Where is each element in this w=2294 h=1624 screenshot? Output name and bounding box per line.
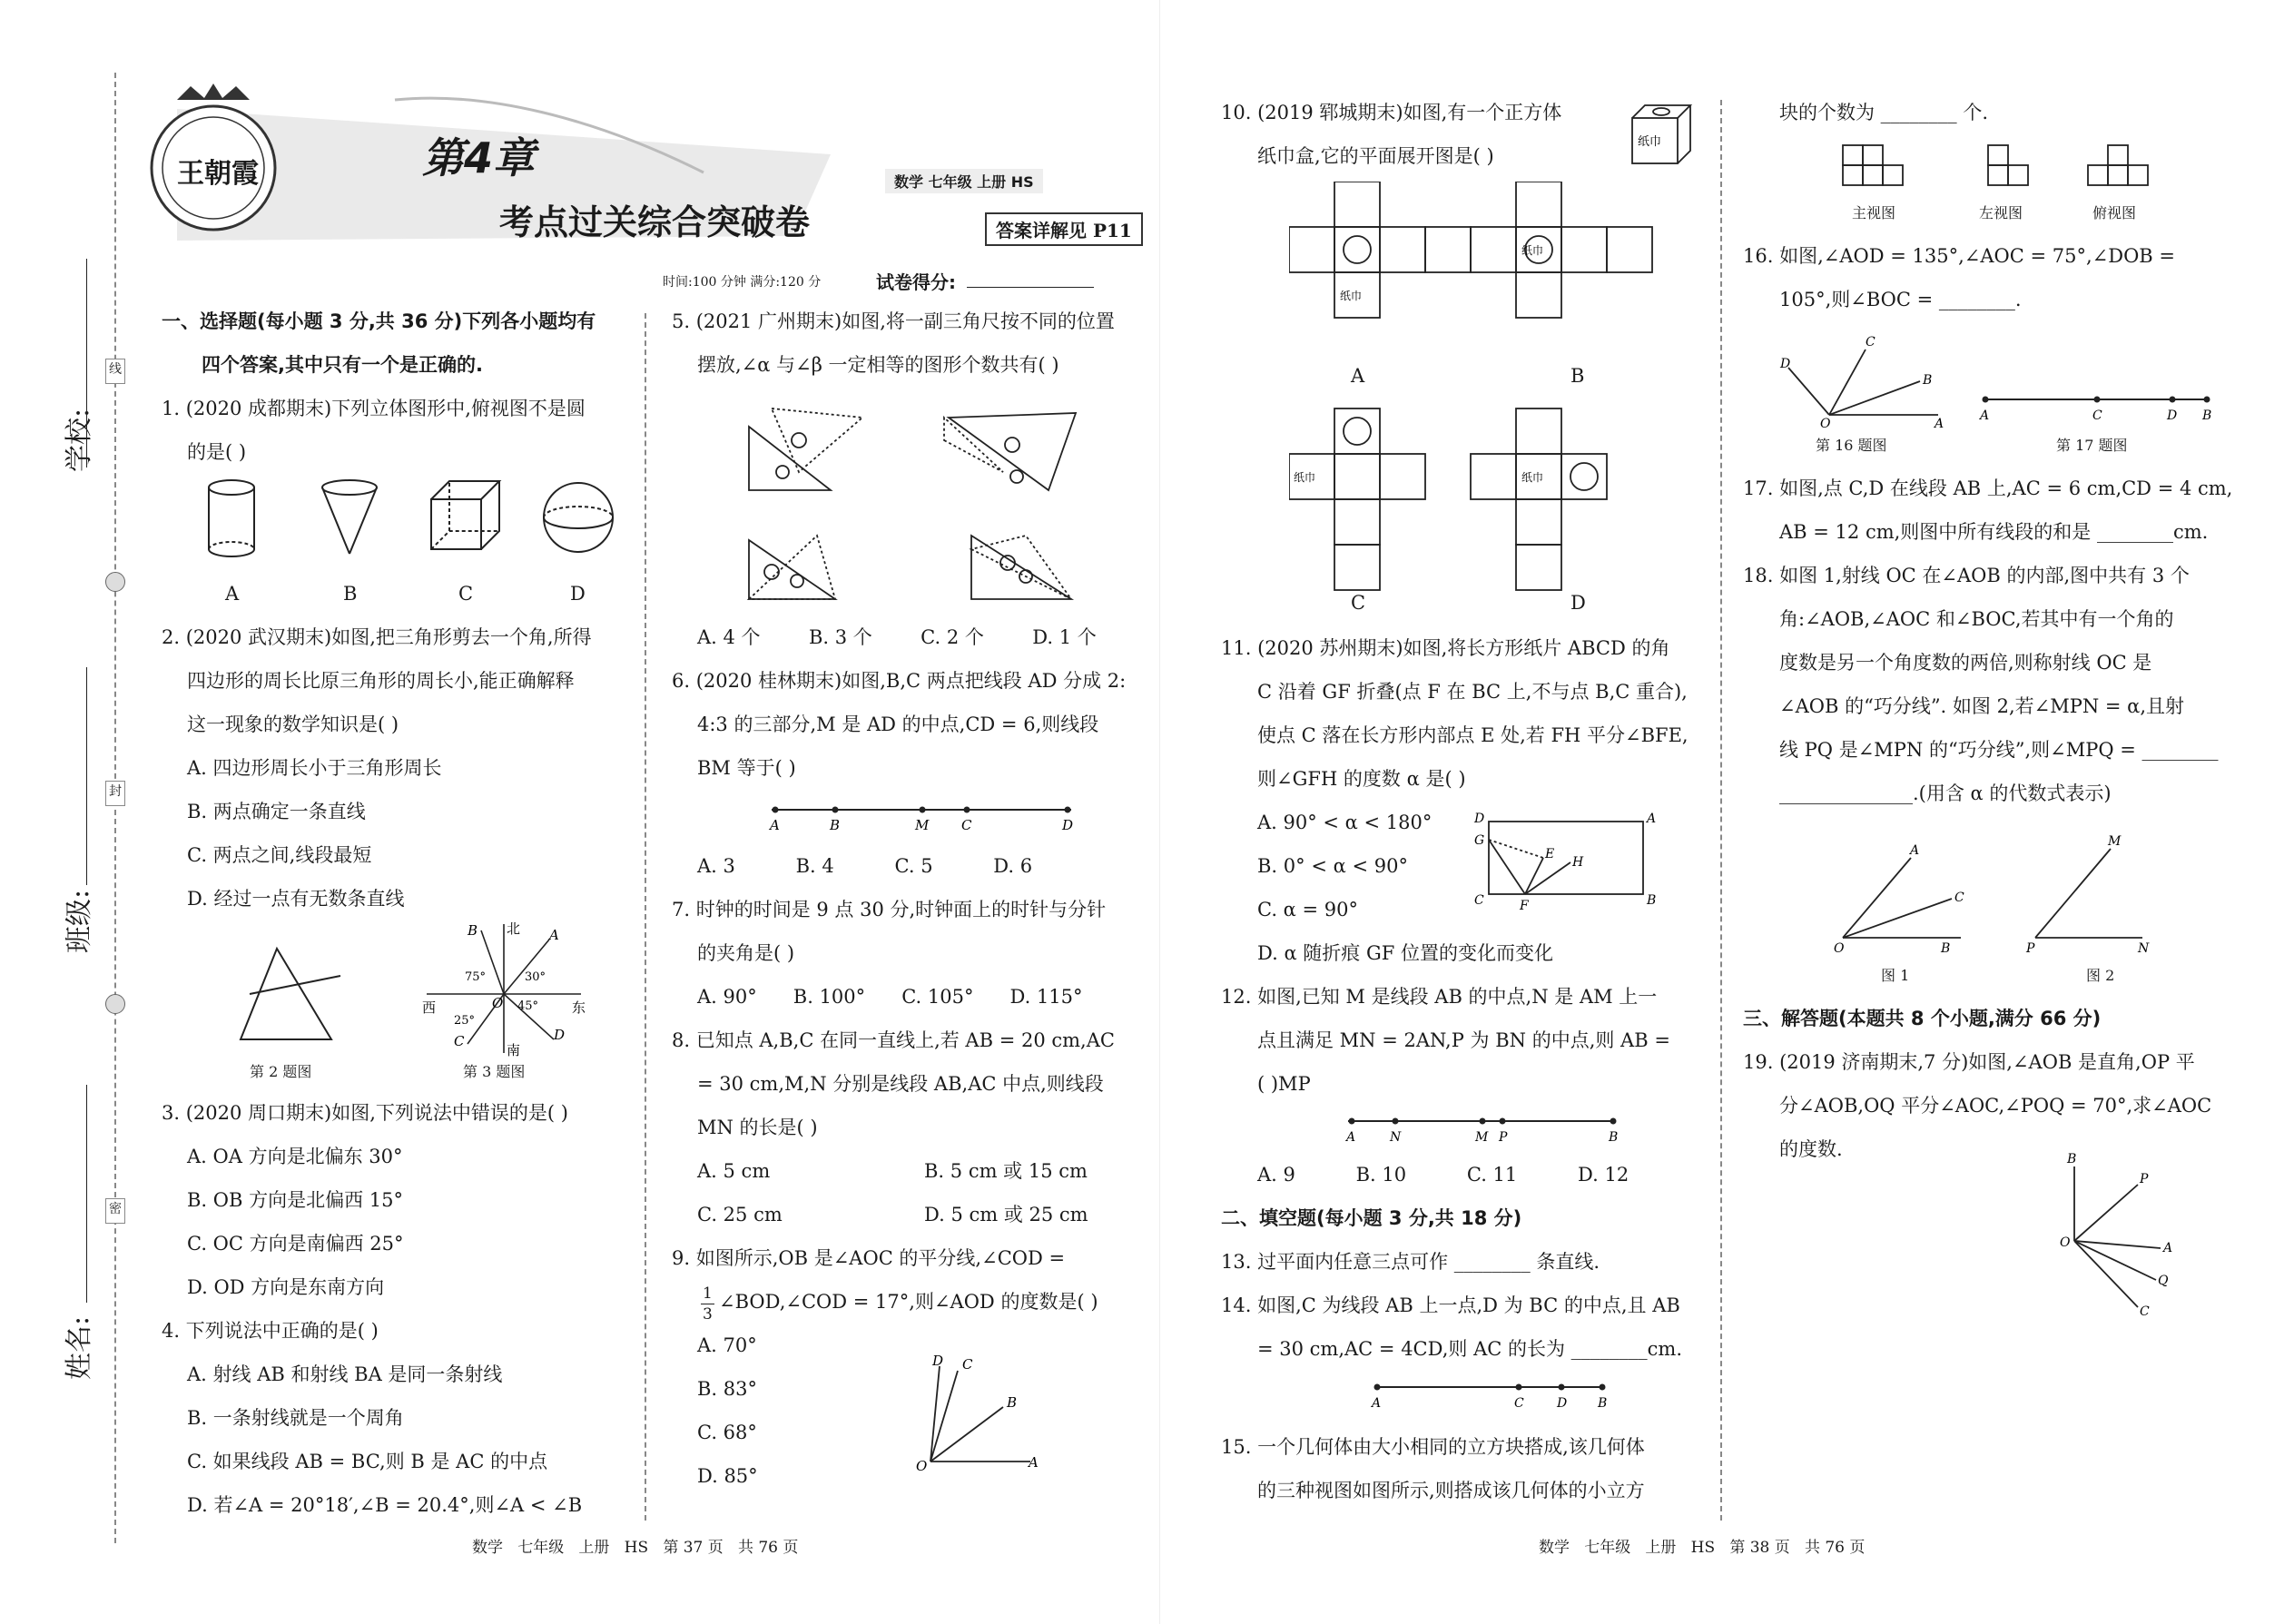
q11-point-label: D (1474, 812, 1485, 826)
q18-point-label: O (1834, 941, 1845, 956)
school-blank[interactable] (86, 259, 87, 468)
q6-point-label: A (770, 817, 780, 833)
q12-point-label: M (1475, 1130, 1489, 1145)
q5-stem: 5. (2021 广州期末)如图,将一副三角尺按不同的位置 (672, 310, 1115, 332)
q6-stem: 6. (2020 桂林期末)如图,B,C 两点把线段 AD 分成 2: (672, 670, 1127, 692)
class-blank[interactable] (86, 667, 87, 885)
q19-point-q: Q (2158, 1274, 2169, 1288)
q11-point-label: G (1474, 833, 1485, 848)
q4-option-b[interactable]: B. 一条射线就是一个周角 (187, 1407, 404, 1429)
exam-meta: 时间:100 分钟 满分:120 分 (663, 275, 822, 290)
q18-stem: 角:∠AOB,∠AOC 和∠BOC,若其中有一个角的 (1779, 608, 2174, 630)
q14-stem: 14. 如图,C 为线段 AB 上一点,D 为 BC 的中点,且 AB (1221, 1294, 1680, 1316)
q1-option-c[interactable]: C (458, 583, 474, 605)
q5-stem: 摆放,∠α 与∠β 一定相等的图形个数共有( ) (697, 354, 1059, 376)
fig3-angle-25: 25° (454, 1014, 476, 1028)
q12-stem: ( )MP (1257, 1073, 1311, 1095)
q11-point-label: B (1647, 893, 1657, 908)
q10-option-d[interactable]: D (1570, 592, 1586, 614)
header (141, 82, 1157, 300)
q11-stem: 使点 C 落在长方形内部点 E 处,若 FH 平分∠BFE, (1257, 724, 1689, 746)
q14-point-label: C (1514, 1396, 1524, 1411)
q18-point-label: C (1954, 891, 1964, 905)
answer-ref: 答案详解见 P11 (985, 212, 1143, 246)
name-label: 姓名: (64, 1315, 95, 1380)
section-2-heading: 二、填空题(每小题 3 分,共 18 分) (1221, 1207, 1522, 1229)
q1-stem: 的是( ) (187, 441, 247, 463)
binding-hole-icon (105, 572, 125, 592)
q16-point-a: A (1935, 417, 1944, 431)
q11-point-label: H (1572, 855, 1584, 870)
q3-option-d[interactable]: D. OD 方向是东南方向 (187, 1276, 385, 1298)
q16-point-o: O (1820, 417, 1831, 431)
section-3-heading: 三、解答题(本题共 8 个小题,满分 66 分) (1743, 1008, 2102, 1029)
q16-stem[interactable]: 105°,则∠BOC = ________. (1779, 289, 2022, 310)
q9-option-d[interactable]: D. 85° (697, 1465, 758, 1487)
q19-stem: 19. (2019 济南期末,7 分)如图,∠AOB 是直角,OP 平 (1743, 1051, 2195, 1073)
q15-side-view-caption: 左视图 (1979, 204, 2023, 221)
q19-stem: 的度数. (1779, 1138, 1843, 1160)
q6-stem: 4:3 的三部分,M 是 AD 的中点,CD = 6,则线段 (697, 714, 1099, 735)
name-blank[interactable] (86, 1085, 87, 1303)
q15-front-view-caption: 主视图 (1852, 204, 1896, 221)
q9-stem: 9. 如图所示,OB 是∠AOC 的平分线,∠COD = (672, 1247, 1066, 1269)
q10-tissue-box-figure (1625, 98, 1698, 171)
q18-stem: 18. 如图 1,射线 OC 在∠AOB 的内部,图中共有 3 个 (1743, 565, 2190, 586)
q12-options[interactable]: A. 9 B. 10 C. 11 D. 12 (1257, 1164, 1629, 1186)
q3-option-c[interactable]: C. OC 方向是南偏西 25° (187, 1233, 404, 1255)
subject-tag: 数学 七年级 上册 HS (885, 169, 1043, 193)
q9-point-a: A (1029, 1454, 1039, 1471)
q9-option-c[interactable]: C. 68° (697, 1422, 757, 1443)
q1-option-a[interactable]: A (225, 583, 240, 605)
q9-fraction-numerator: 1 (703, 1284, 713, 1303)
fig3-point-c: C (454, 1033, 465, 1049)
q19-stem: 分∠AOB,OQ 平分∠AOC,∠POQ = 70°,求∠AOC (1779, 1095, 2212, 1117)
q18-figures (1825, 831, 2170, 958)
q2-stem: 四边形的周长比原三角形的周长小,能正确解释 (187, 670, 575, 692)
q6-options[interactable]: A. 3 B. 4 C. 5 D. 6 (697, 855, 1033, 877)
q6-point-label: B (830, 817, 841, 833)
q11-point-label: E (1545, 847, 1555, 861)
q11-point-label: F (1520, 899, 1529, 913)
q10-net-c-label: 纸巾 (1294, 471, 1316, 484)
fig3-point-d: D (554, 1027, 566, 1043)
q6-stem: BM 等于( ) (697, 757, 796, 779)
q10-nets-figure (1289, 182, 1670, 608)
q6-point-label: D (1062, 817, 1074, 833)
q11-stem: C 沿着 GF 折叠(点 F 在 BC 上,不与点 B,C 重合), (1257, 681, 1688, 703)
q9-point-c: C (962, 1356, 973, 1373)
binding-mark-1: 线 (105, 359, 125, 384)
footer-right: 数学 七年级 上册 HS 第 38 页 共 76 页 (1539, 1539, 1866, 1557)
q12-point-label: B (1609, 1130, 1619, 1145)
q19-point-p: P (2140, 1172, 2149, 1186)
q10-net-b-label: 纸巾 (1521, 244, 1544, 257)
q3-option-b[interactable]: B. OB 方向是北偏西 15° (187, 1189, 404, 1211)
q18-stem: ∠AOB 的“巧分线”. 如图 2,若∠MPN = α,且射 (1779, 695, 2185, 717)
q17-stem: 17. 如图,点 C,D 在线段 AB 上,AC = 6 cm,CD = 4 cm, (1743, 477, 2233, 499)
q9-point-b: B (1007, 1394, 1018, 1411)
q11-point-label: A (1647, 812, 1657, 826)
q19-point-c: C (2140, 1304, 2150, 1319)
q8-option-b[interactable]: B. 5 cm 或 15 cm (924, 1160, 1088, 1182)
q3-compass-figure (418, 917, 590, 1062)
q8-stem: 8. 已知点 A,B,C 在同一直线上,若 AB = 20 cm,AC (672, 1029, 1115, 1051)
q6-point-label: M (915, 817, 930, 833)
q2-option-b[interactable]: B. 两点确定一条直线 (187, 801, 366, 822)
q18-point-label: A (1910, 843, 1920, 858)
q18-point-label: P (2026, 941, 2035, 956)
q8-stem: MN 的长是( ) (697, 1117, 818, 1138)
q16-figure-caption: 第 16 题图 (1816, 437, 1887, 454)
q17-segment-figure (1974, 390, 2220, 427)
fig3-point-a: A (549, 927, 559, 943)
q2-figure-caption: 第 2 题图 (250, 1063, 312, 1080)
fig3-point-o: O (492, 995, 504, 1011)
q12-stem: 点且满足 MN = 2AN,P 为 BN 的中点,则 AB = (1257, 1029, 1670, 1051)
binding-strip (0, 0, 127, 1624)
q2-option-d[interactable]: D. 经过一点有无数条直线 (187, 888, 405, 910)
fig3-north-label: 北 (507, 920, 521, 937)
q18-stem[interactable]: 线 PQ 是∠MPN 的“巧分线”,则∠MPQ = ________ (1779, 739, 2219, 761)
q7-stem: 7. 时钟的时间是 9 点 30 分,时钟面上的时针与分针 (672, 899, 1107, 920)
q14-point-label: D (1557, 1396, 1568, 1411)
q9-stem: ∠BOD,∠COD = 17°,则∠AOD 的度数是( ) (719, 1291, 1098, 1313)
q10-stem: 10. (2019 郓城期末)如图,有一个正方体 (1221, 102, 1562, 123)
q18-point-label: N (2138, 941, 2150, 956)
q9-angle-figure (912, 1353, 1067, 1480)
q11-stem: 则∠GFH 的度数 α 是( ) (1257, 768, 1466, 790)
page-gutter (1159, 0, 1160, 1624)
q3-figure-caption: 第 3 题图 (463, 1063, 526, 1080)
q11-rectangle-fold-figure (1471, 808, 1670, 917)
q12-point-label: P (1499, 1130, 1508, 1145)
q18-point-label: M (2108, 834, 2122, 849)
q1-option-d[interactable]: D (570, 583, 586, 605)
q17-point-label: D (2167, 408, 2178, 423)
q17-point-label: A (1980, 408, 1990, 423)
q8-stem: = 30 cm,M,N 分别是线段 AB,AC 中点,则线段 (697, 1073, 1104, 1095)
column-divider (645, 313, 646, 1521)
section-1-heading: 一、选择题(每小题 3 分,共 36 分)下列各小题均有 (162, 310, 596, 332)
q8-option-c[interactable]: C. 25 cm (697, 1204, 783, 1225)
q17-stem[interactable]: AB = 12 cm,则图中所有线段的和是 ________cm. (1779, 521, 2209, 543)
q4-option-a[interactable]: A. 射线 AB 和射线 BA 是同一条射线 (187, 1363, 503, 1385)
q18-figure1-caption: 图 1 (1881, 967, 1910, 984)
fig3-angle-45: 45° (517, 999, 539, 1013)
footer-left: 数学 七年级 上册 HS 第 37 页 共 76 页 (472, 1539, 799, 1557)
q17-figure-caption: 第 17 题图 (2056, 437, 2128, 454)
q2-stem: 这一现象的数学知识是( ) (187, 714, 399, 735)
q16-angle-figure (1775, 331, 1947, 431)
q14-point-label: B (1598, 1396, 1608, 1411)
fig3-west-label: 西 (422, 999, 437, 1016)
q12-point-label: A (1346, 1130, 1356, 1145)
q4-stem: 4. 下列说法中正确的是( ) (162, 1320, 379, 1342)
q14-segment-figure (1366, 1380, 1620, 1416)
q9-option-b[interactable]: B. 83° (697, 1378, 758, 1400)
q18-stem: 度数是另一个角度数的两倍,则称射线 OC 是 (1779, 652, 2152, 674)
q11-option-c[interactable]: C. α = 90° (1257, 899, 1359, 920)
q15-top-view-caption: 俯视图 (2092, 204, 2137, 221)
q9-point-o: O (916, 1458, 928, 1474)
binding-dashed-line (114, 73, 116, 1543)
q2-option-c[interactable]: C. 两点之间,线段最短 (187, 844, 372, 866)
school-label: 学校: (64, 408, 95, 472)
q1-stem: 1. (2020 成都期末)下列立体图形中,俯视图不是圆 (162, 398, 586, 419)
q12-stem: 12. 如图,已知 M 是线段 AB 的中点,N 是 AM 上一 (1221, 986, 1658, 1008)
q19-point-b: B (2067, 1152, 2077, 1166)
q11-option-a[interactable]: A. 90° < α < 180° (1257, 812, 1433, 833)
q19-point-o: O (2060, 1235, 2071, 1250)
q10-option-a[interactable]: A (1351, 365, 1365, 387)
fig3-angle-75: 75° (465, 970, 487, 984)
q12-point-label: N (1390, 1130, 1402, 1145)
q9-option-a[interactable]: A. 70° (697, 1334, 757, 1356)
section-1-heading-cont: 四个答案,其中只有一个是正确的. (202, 354, 483, 376)
q16-point-b: B (1923, 373, 1933, 388)
q4-option-c[interactable]: C. 如果线段 AB = BC,则 B 是 AC 的中点 (187, 1451, 548, 1472)
q10-net-d-label: 纸巾 (1521, 471, 1544, 484)
q9-point-d: D (932, 1353, 944, 1369)
q16-point-c: C (1866, 335, 1876, 349)
q15-stem: 15. 一个几何体由大小相同的立方块搭成,该几何体 (1221, 1436, 1645, 1458)
q8-option-d[interactable]: D. 5 cm 或 25 cm (924, 1204, 1088, 1225)
q11-option-b[interactable]: B. 0° < α < 90° (1257, 855, 1408, 877)
q16-stem: 16. 如图,∠AOD = 135°,∠AOC = 75°,∠DOB = (1743, 245, 2176, 267)
q7-stem: 的夹角是( ) (697, 942, 795, 964)
binding-hole-icon (105, 994, 125, 1014)
q10-stem: 纸巾盒,它的平面展开图是( ) (1257, 145, 1494, 167)
q18-point-label: B (1941, 941, 1951, 956)
q2-stem: 2. (2020 武汉期末)如图,把三角形剪去一个角,所得 (162, 626, 592, 648)
q3-option-a[interactable]: A. OA 方向是北偏东 30° (187, 1146, 403, 1167)
q2-option-a[interactable]: A. 四边形周长小于三角形周长 (187, 757, 442, 779)
q5-options[interactable]: A. 4 个 B. 3 个 C. 2 个 D. 1 个 (697, 626, 1097, 648)
q17-point-label: B (2202, 408, 2212, 423)
q4-option-d[interactable]: D. 若∠A = 20°18′,∠B = 20.4°,则∠A < ∠B (187, 1494, 583, 1516)
q10-option-b[interactable]: B (1570, 365, 1585, 387)
q9-fraction (701, 1284, 714, 1324)
q17-point-label: C (2092, 408, 2102, 423)
q16-point-d: D (1780, 357, 1791, 371)
column-divider (1720, 100, 1722, 1521)
q5-triangle-rulers-figure (726, 390, 1126, 617)
fig3-point-b: B (468, 922, 478, 939)
q1-solid-figures (182, 477, 617, 576)
q6-point-label: C (961, 817, 972, 833)
q3-stem: 3. (2020 周口期末)如图,下列说法中错误的是( ) (162, 1102, 568, 1124)
score-blank[interactable] (967, 287, 1094, 288)
q10-option-c[interactable]: C (1351, 592, 1366, 614)
class-label: 班级: (64, 889, 95, 953)
fig3-angle-30: 30° (525, 970, 546, 984)
logo-text: 王朝霞 (177, 158, 259, 190)
q6-segment-figure (763, 799, 1089, 835)
fig3-south-label: 南 (507, 1042, 521, 1058)
q8-option-a[interactable]: A. 5 cm (697, 1160, 771, 1182)
q11-point-label: C (1474, 893, 1484, 908)
q2-triangle-figure (231, 940, 350, 1048)
q10-net-a-label: 纸巾 (1340, 290, 1363, 302)
q18-figure2-caption: 图 2 (2086, 967, 2115, 984)
chapter-title: 第4章 (422, 133, 536, 182)
q13-stem[interactable]: 13. 过平面内任意三点可作 ________ 条直线. (1221, 1251, 1600, 1273)
score-label: 试卷得分: (876, 271, 956, 293)
q9-fraction-denominator: 3 (703, 1305, 713, 1324)
q19-point-a: A (2163, 1241, 2173, 1255)
binding-mark-2: 封 (105, 781, 125, 806)
q7-options[interactable]: A. 90° B. 100° C. 105° D. 115° (697, 986, 1083, 1008)
q14-stem[interactable]: = 30 cm,AC = 4CD,则 AC 的长为 ________cm. (1257, 1338, 1682, 1360)
q11-option-d[interactable]: D. α 随折痕 GF 位置的变化而变化 (1257, 942, 1553, 964)
q11-stem: 11. (2020 苏州期末)如图,将长方形纸片 ABCD 的角 (1221, 637, 1670, 659)
binding-mark-3: 密 (105, 1198, 125, 1224)
q10-box-label: 纸巾 (1638, 135, 1662, 149)
fig3-east-label: 东 (572, 999, 586, 1016)
q12-segment-figure (1339, 1112, 1629, 1148)
q18-stem[interactable]: ______________.(用含 α 的代数式表示) (1779, 782, 2112, 804)
q15-stem[interactable]: 块的个数为 ________ 个. (1779, 102, 1989, 123)
q19-angle-figure (2047, 1148, 2192, 1321)
q1-option-b[interactable]: B (343, 583, 358, 605)
q14-point-label: A (1372, 1396, 1382, 1411)
q15-views-figure (1834, 141, 2161, 195)
q15-stem: 的三种视图如图所示,则搭成该几何体的小立方 (1257, 1480, 1645, 1501)
paper-title: 考点过关综合突破卷 (499, 202, 811, 242)
